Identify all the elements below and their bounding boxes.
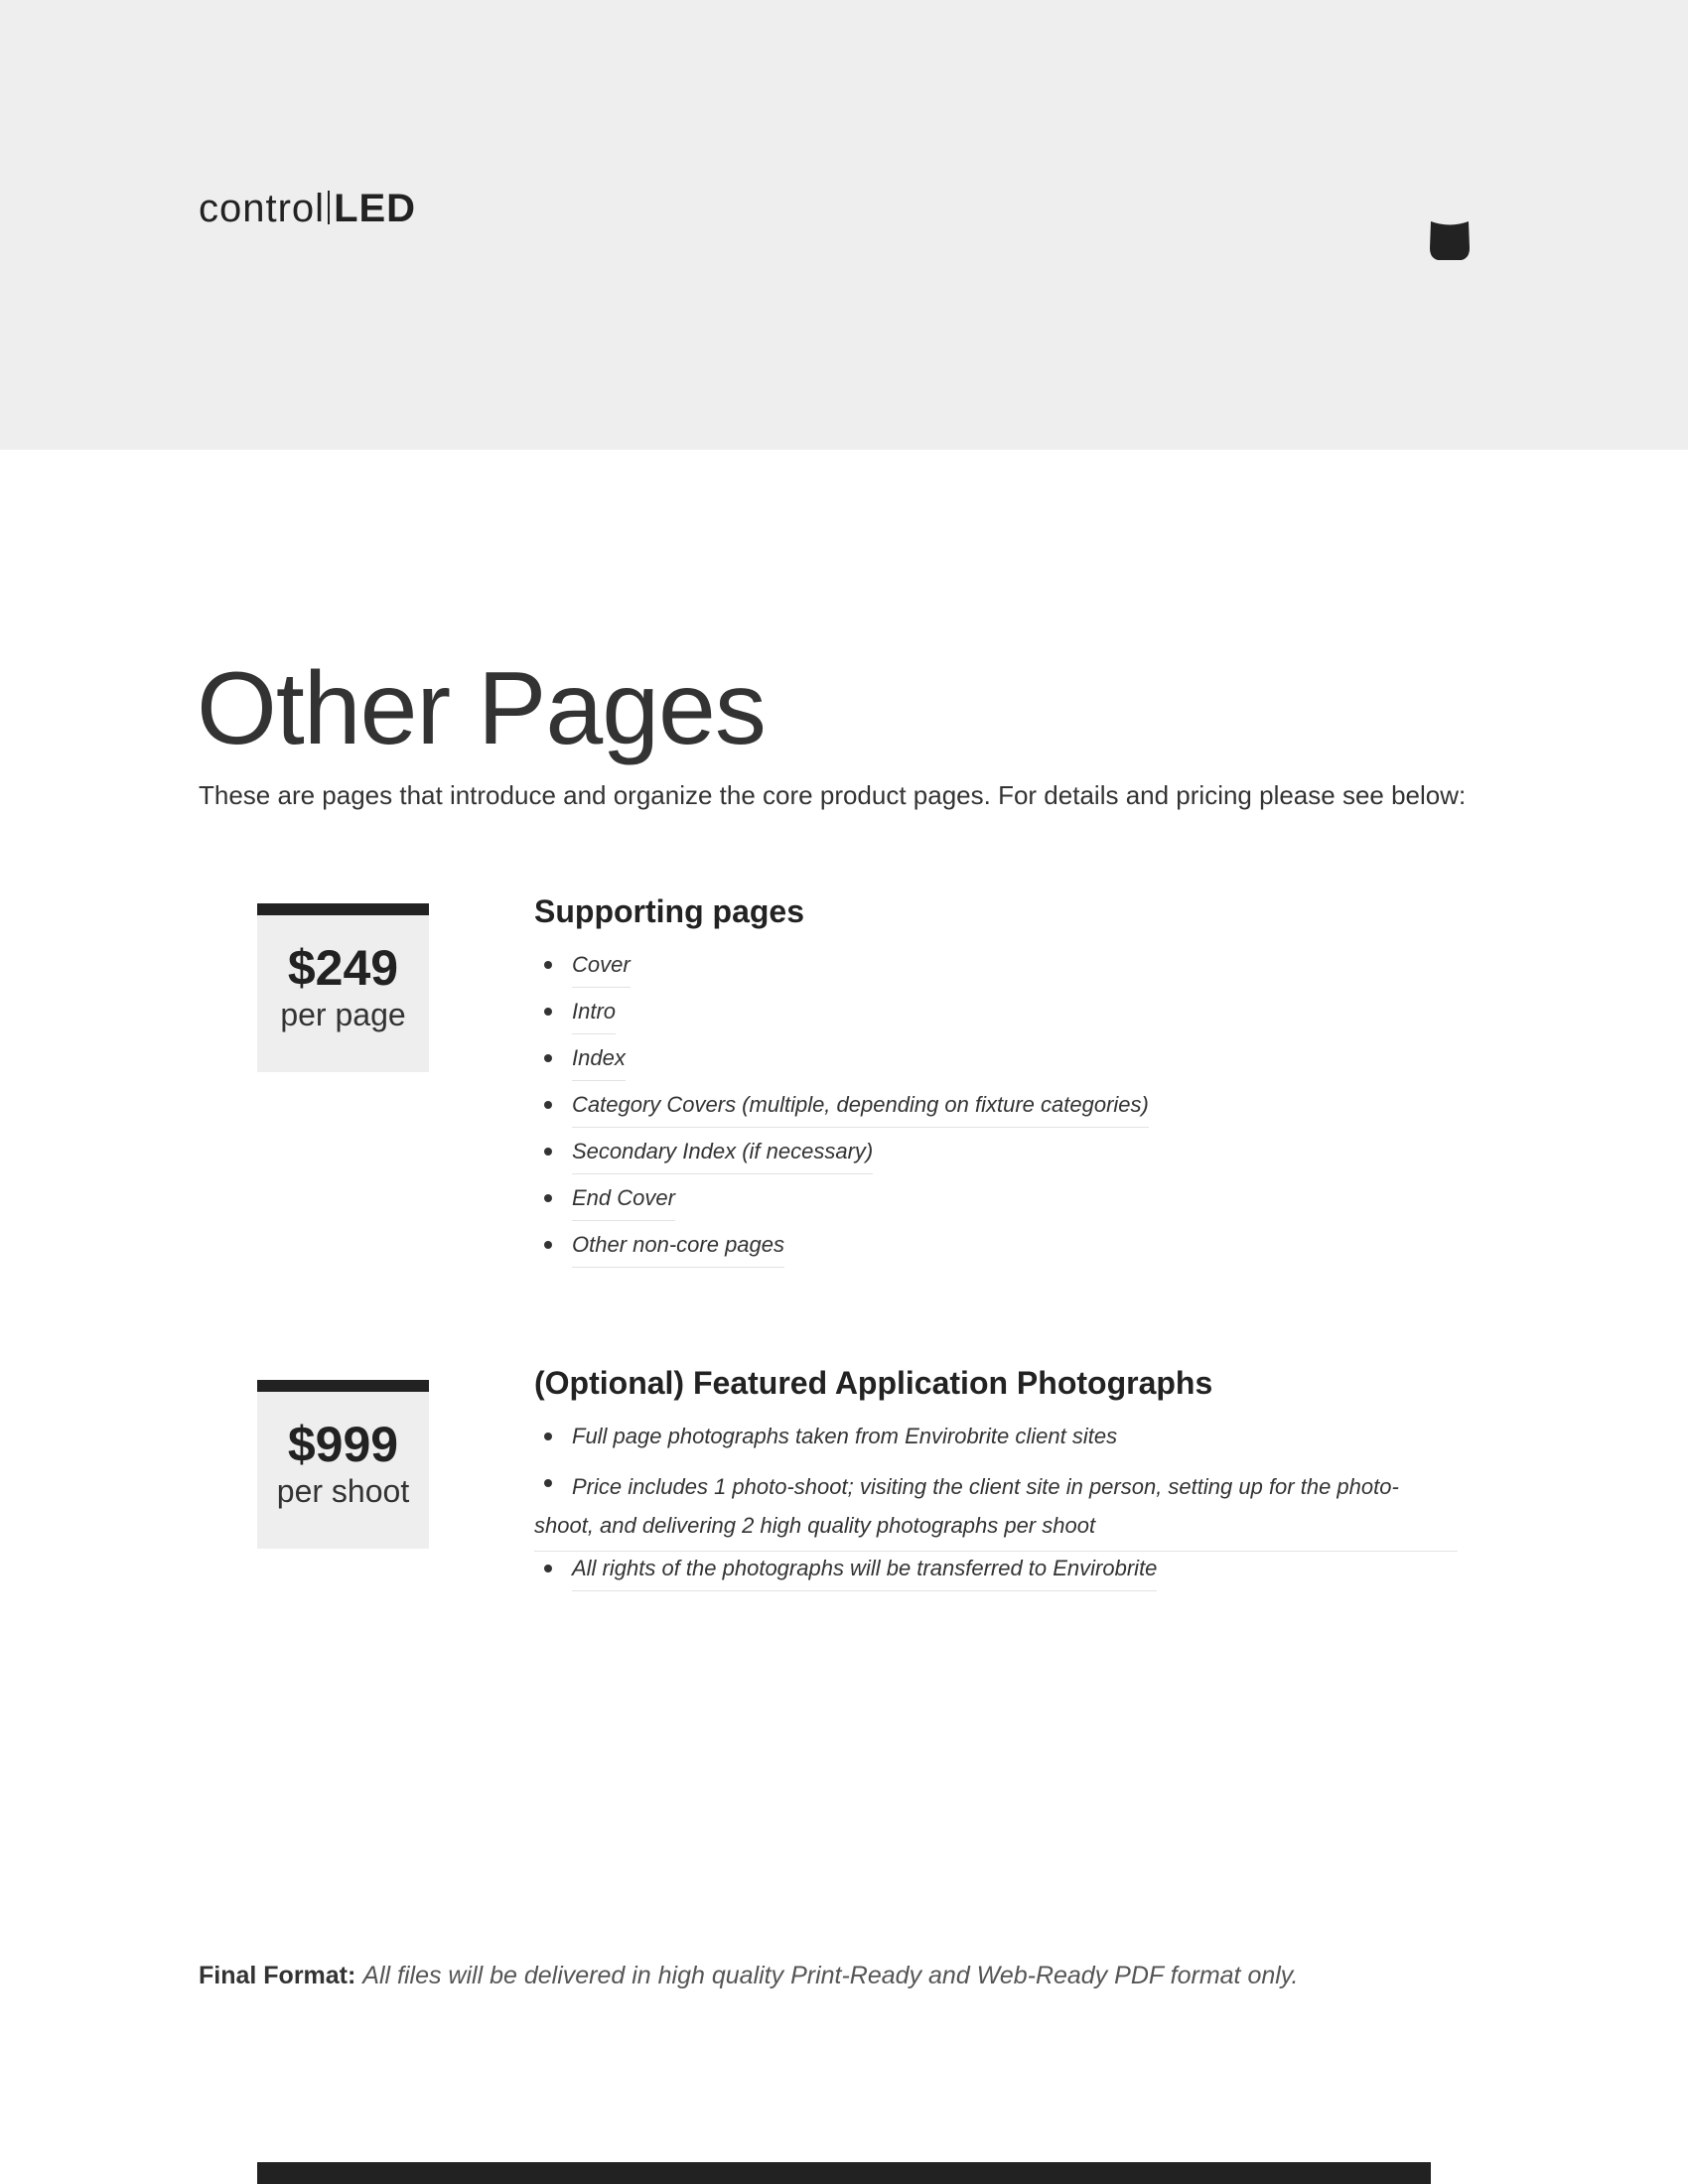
- intro-paragraph: These are pages that introduce and organize the core product pages. For details and pricing please see below:: [199, 780, 1467, 810]
- price-box-supporting-pages: [257, 903, 429, 1072]
- header-banner: [0, 0, 1688, 450]
- list-item-text: Other non-core pages: [572, 1229, 784, 1268]
- list-item-text: Index: [572, 1042, 626, 1081]
- logo-text-light: control: [199, 187, 326, 230]
- page-title: Other Pages: [197, 651, 766, 766]
- bullet-icon: [544, 1054, 552, 1062]
- price-box-photographs: [257, 1380, 429, 1549]
- footer-bar: [257, 2162, 1431, 2184]
- final-format-label: Final Format:: [199, 1962, 356, 1989]
- list-item-text: Price includes 1 photo-shoot; visiting the client site in person, setting up for the photo-shoot, and delivering 2 high quality photographs per shoot: [534, 1467, 1458, 1552]
- bullet-icon: [544, 1008, 552, 1016]
- bullet-icon: [544, 1194, 552, 1202]
- bullet-icon: [544, 961, 552, 969]
- shield-icon: [1428, 218, 1472, 262]
- list-item-text: All rights of the photographs will be transferred to Envirobrite: [572, 1553, 1157, 1591]
- list-item-text: Cover: [572, 949, 631, 988]
- list-item-text: Full page photographs taken from Envirobrite client sites: [572, 1424, 1118, 1448]
- final-format-note: [199, 1962, 1298, 1990]
- price-unit: per shoot: [276, 1473, 410, 1509]
- logo-text-bold: LED: [334, 187, 417, 230]
- price-unit: per page: [280, 997, 406, 1032]
- bullet-icon: [544, 1101, 552, 1109]
- list-item-text: Secondary Index (if necessary): [572, 1136, 873, 1174]
- logo[interactable]: [199, 189, 416, 228]
- final-format-value: All files will be delivered in high quality Print-Ready and Web-Ready PDF format only.: [362, 1962, 1299, 1989]
- bullet-icon: [544, 1433, 552, 1440]
- bullet-icon: [544, 1565, 552, 1572]
- list-item-text: Category Covers (multiple, depending on fixture categories): [572, 1089, 1149, 1128]
- logo-divider: [328, 191, 330, 224]
- price-amount: $999: [287, 1417, 399, 1472]
- section-title-supporting-pages: Supporting pages: [534, 893, 804, 929]
- bullet-icon: [544, 1241, 552, 1249]
- list-item-text: Intro: [572, 996, 616, 1034]
- list-item-text: End Cover: [572, 1182, 675, 1221]
- section-title-photographs: (Optional) Featured Application Photographs: [534, 1365, 1213, 1401]
- price-amount: $249: [287, 940, 399, 996]
- bullet-icon: [544, 1148, 552, 1156]
